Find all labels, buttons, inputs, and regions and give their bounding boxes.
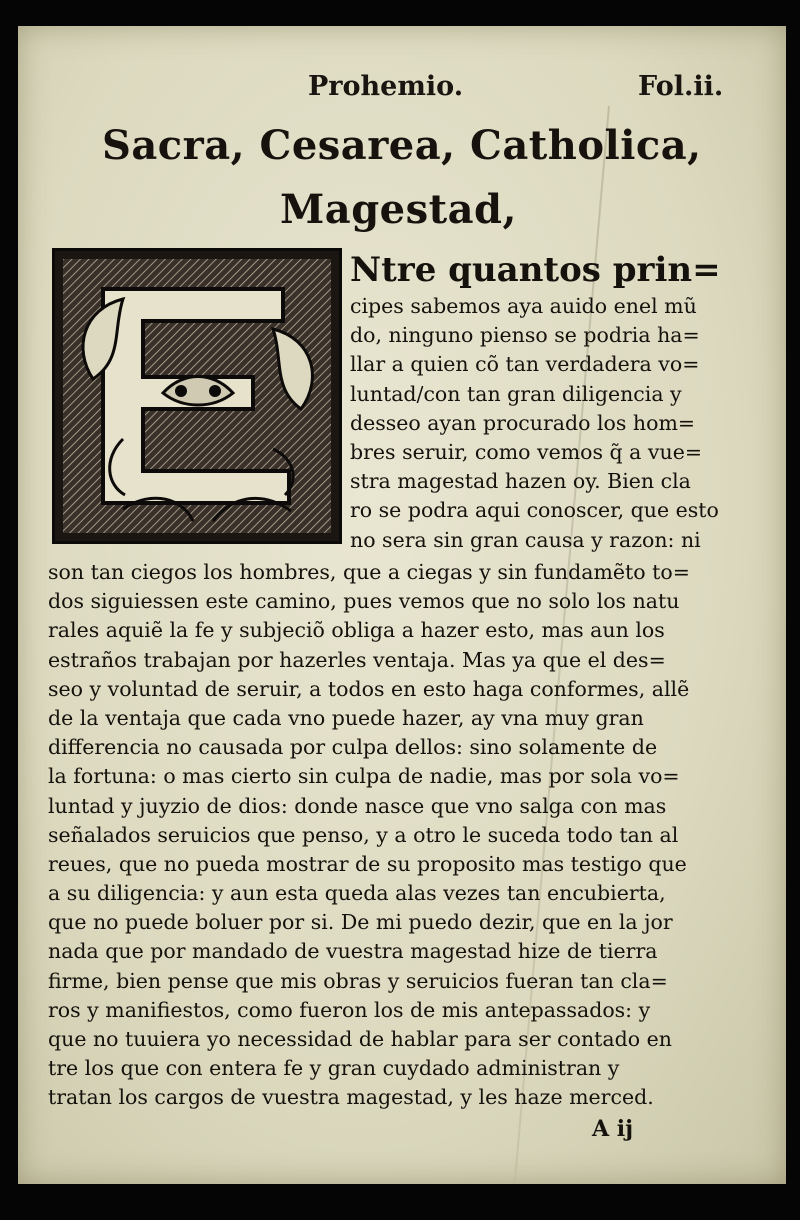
text-line: cipes sabemos aya auido enel mũ <box>350 294 697 318</box>
woodcut-initial-graphic <box>63 259 331 533</box>
text-line: la fortuna: o mas cierto sin culpa de nadie, mas por sola vo= <box>48 764 680 789</box>
text-line: desseo ayan procurado los hom= <box>350 410 696 435</box>
text-line: rales aquiẽ la fe y subjeciõ obliga a hazer esto, mas aun los <box>48 618 665 643</box>
indented-paragraph <box>350 248 732 555</box>
text-line: tre los que con entera fe y gran cuydado administran y <box>48 1056 620 1081</box>
text-line: señalados seruicios que penso, y a otro le suceda todo tan al <box>48 822 679 847</box>
text-line: luntad y juyzio de dios: donde nasce que vno salga con mas <box>48 793 667 818</box>
text-line: firme, bien pense que mis obras y seruicios fueran tan cla= <box>48 968 668 993</box>
text-line: bres seruir, como vemos q̃ a vue= <box>350 439 703 464</box>
title-line-2: Magestad, <box>280 186 517 233</box>
text-line: que no puede boluer por si. De mi puedo dezir, que en la jor <box>48 910 673 935</box>
body-paragraph <box>48 558 730 1113</box>
text-line: llar a quien cõ tan verdadera vo= <box>350 352 700 377</box>
text-line: ro se podra aqui conoscer, que esto <box>350 498 719 523</box>
section-heading: Prohemio. <box>308 71 464 102</box>
text-line: de la ventaja que cada vno puede hazer, ay vna muy gran <box>48 705 644 730</box>
text-line: no sera sin gran causa y razon: ni <box>350 527 701 552</box>
text-line: stra magestad hazen oy. Bien cla <box>350 469 691 494</box>
text-line: reues, que no pueda mostrar de su proposito mas testigo que <box>48 851 687 876</box>
woodcut-initial-icon <box>52 248 342 544</box>
text-line: seo y voluntad de seruir, a todos en esto haga conformes, allẽ <box>48 676 690 701</box>
text-line: ros y manifiestos, como fueron los de mis antepassados: y <box>48 997 651 1022</box>
text-line: estraños trabajan por hazerles ventaja. Mas ya que el des= <box>48 647 666 672</box>
text-line: tratan los cargos de vuestra magestad, y les haze merced. <box>48 1085 654 1110</box>
signature-mark: A ij <box>592 1116 634 1142</box>
text-line: son tan ciegos los hombres, que a ciegas y sin fundamẽto to= <box>48 560 690 584</box>
running-header <box>18 71 786 111</box>
text-line: differencia no causada por culpa dellos: sino solamente de <box>48 735 658 760</box>
text-line: luntad/con tan gran diligencia y <box>350 381 682 406</box>
title-line-1: Sacra, Cesarea, Catholica, <box>102 122 702 169</box>
text-line: nada que por mandado de vuestra magestad hize de tierra <box>48 939 658 964</box>
text-line: que no tuuiera yo necessidad de hablar para ser contado en <box>48 1027 672 1051</box>
text-line: do, ninguno pienso se podria ha= <box>350 323 700 348</box>
text-line: Ntre quantos prin= <box>350 250 721 290</box>
text-line: a su diligencia: y aun esta queda alas vezes tan encubierta, <box>48 881 666 906</box>
folio-number: Fol.ii. <box>638 71 724 102</box>
book-page <box>18 26 786 1184</box>
text-line: dos siguiessen este camino, pues vemos que no solo los natu <box>48 589 680 614</box>
